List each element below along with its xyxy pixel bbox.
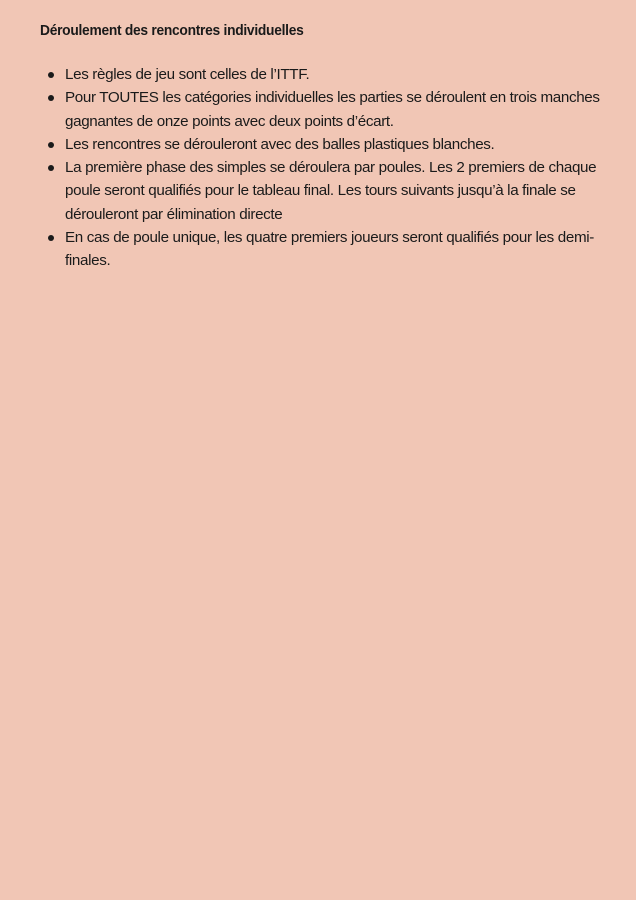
list-item [65, 226, 625, 273]
list-item-text: Les rencontres se dérouleront avec des balles plastiques blanches. [65, 135, 495, 153]
list-item-text: La première phase des simples se déroulera par poules. Les 2 premiers de chaque poule seront qualifiés pour le tableau final. Les tours suivants jusqu’à la finale se dérouleront par élimination directe [65, 159, 597, 223]
bullet-icon [48, 165, 54, 171]
list-item-text: Pour TOUTES les catégories individuelles les parties se déroulent en trois manches gagnantes de onze points avec deux points d’écart. [65, 89, 600, 130]
list-item [65, 63, 625, 86]
bullet-icon [48, 235, 54, 241]
rules-list [40, 63, 620, 273]
document-body [40, 22, 620, 273]
bullet-icon [48, 72, 54, 78]
bullet-icon [48, 95, 54, 101]
list-item [65, 86, 625, 133]
list-item [65, 133, 625, 156]
list-item-text: Les règles de jeu sont celles de l’ITTF. [65, 66, 310, 83]
section-heading: Déroulement des rencontres individuelles [40, 22, 304, 39]
list-item-text: En cas de poule unique, les quatre premiers joueurs seront qualifiés pour les demi-finales. [65, 229, 594, 270]
list-item [65, 156, 625, 226]
bullet-icon [48, 142, 54, 148]
